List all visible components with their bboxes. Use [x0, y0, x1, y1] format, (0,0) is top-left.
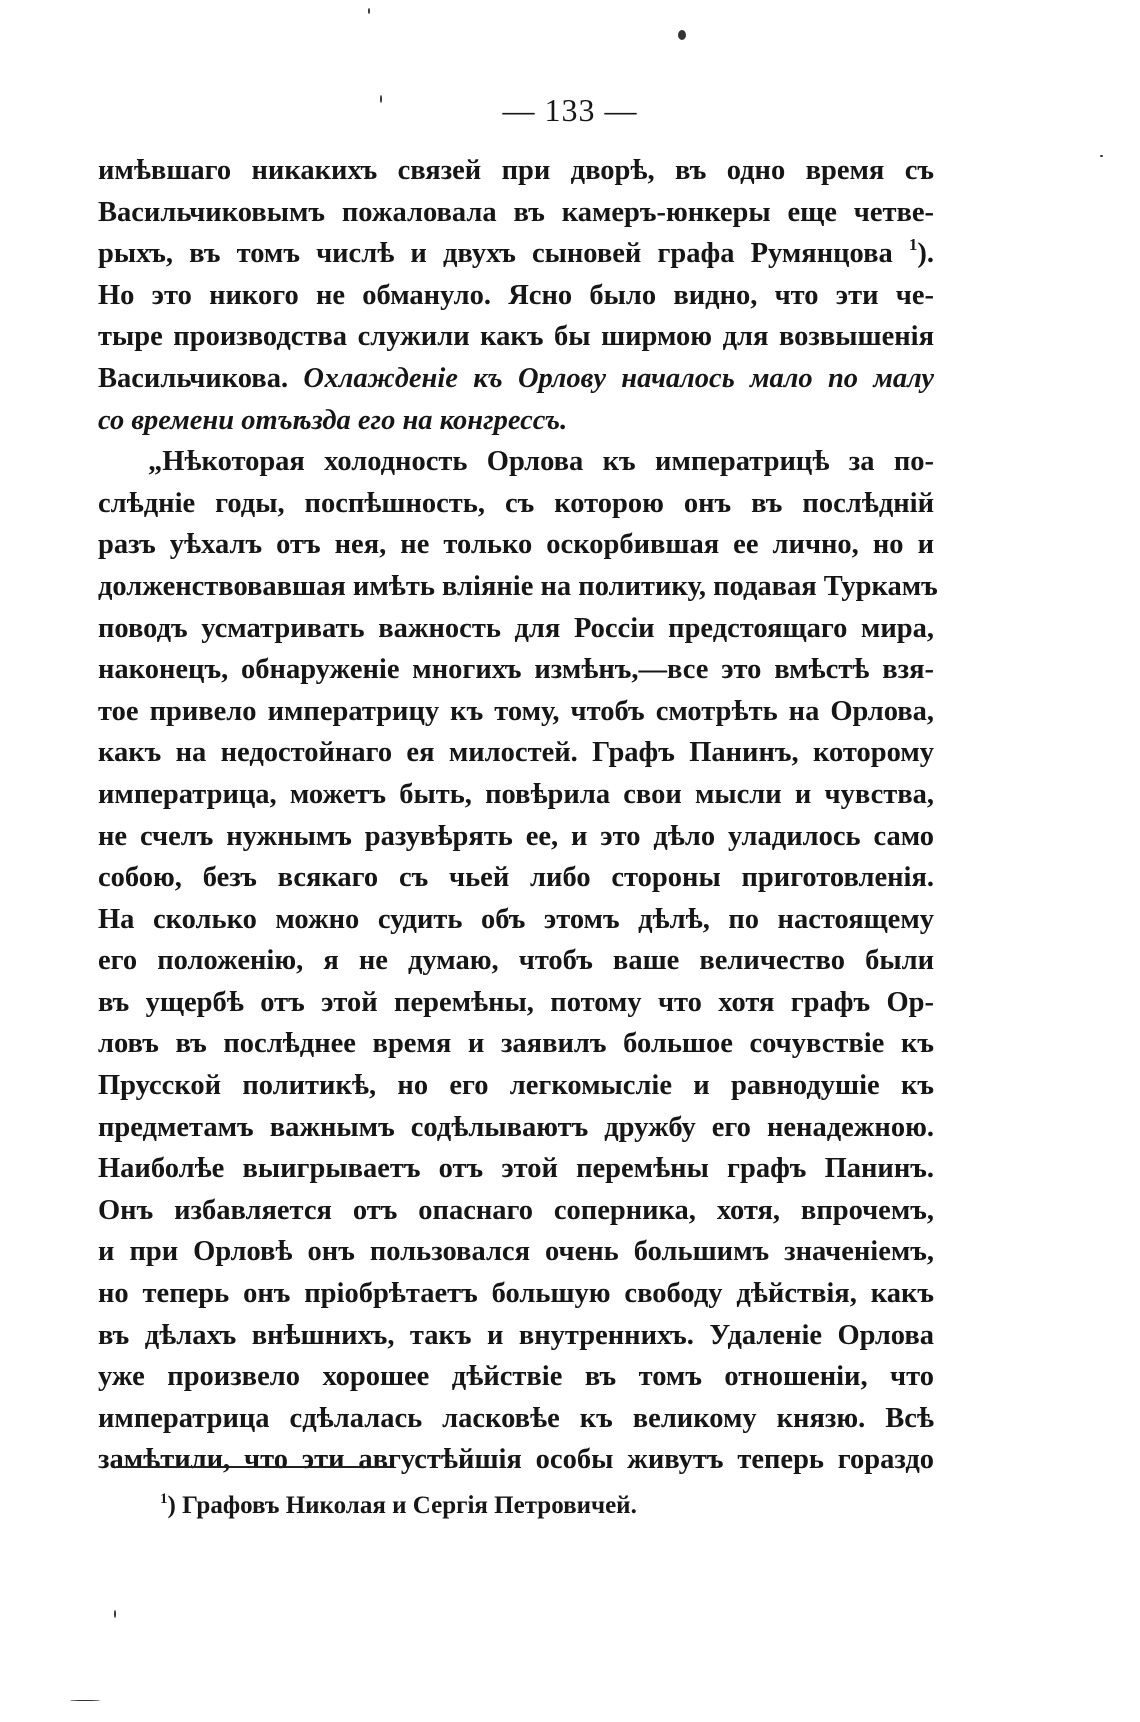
main-text [98, 150, 938, 1481]
scan-speck [380, 95, 382, 103]
text-line: собою, безъ всякаго съ чьей либо стороны приготовленія. [98, 862, 934, 894]
text-line: его положенію, я не думаю, чтобъ ваше величество были [98, 945, 934, 977]
text-line: не счелъ нужнымъ разувѣрять ее, и это дѣло уладилось само [98, 820, 934, 852]
italic-emphasis: Охлажденіе къ Орлову началось мало по малу [303, 362, 935, 394]
text-line [98, 358, 934, 400]
text-line: императрица, можетъ быть, повѣрила свои мысли и чувства, [98, 778, 934, 810]
text-line: въ ущербѣ отъ этой перемѣны, потому что хотя графъ Ор- [98, 986, 934, 1018]
footnote-divider [116, 1466, 390, 1468]
text-line: Васильчиковымъ пожаловала въ камеръ-юнкеры еще четве- [98, 196, 934, 228]
scan-speck [368, 8, 370, 14]
text-line: разъ уѣхалъ отъ нея, не только оскорбившая ее лично, но и [98, 529, 934, 561]
scan-speck [70, 1700, 100, 1701]
text-line-content: Васильчикова. [98, 362, 289, 394]
text-line: долженствовавшая имѣть вліяніе на политику, подавая Туркамъ [98, 570, 938, 602]
text-line: Наиболѣе выигрываетъ отъ этой перемѣны графъ Панинъ. [98, 1153, 934, 1185]
footnote-marker: 1 [160, 1491, 168, 1507]
text-line: На сколько можно судить объ этомъ дѣлѣ, по настоящему [98, 903, 934, 935]
scan-speck [678, 30, 686, 40]
paragraph-start-line: „Нѣкоторая холодность Орлова къ императрицѣ за по- [148, 446, 934, 478]
text-line-tail: ). [917, 238, 934, 270]
text-line [98, 233, 934, 275]
text-line: поводъ усматривать важность для Россіи предстоящаго мира, [98, 612, 934, 644]
text-line: императрица сдѣлалась ласковѣе къ великому князю. Всѣ [98, 1402, 934, 1434]
text-line: ловъ въ послѣднее время и заявилъ большое сочувствіе къ [98, 1028, 934, 1060]
text-line: Онъ избавляется отъ опаснаго соперника, хотя, впрочемъ, [98, 1194, 934, 1226]
scan-speck [114, 1610, 116, 1618]
italic-emphasis-line: со времени отъѣзда его на конгрессъ. [98, 404, 568, 436]
footnote-text: Графовъ Николая и Сергія Петровичей. [175, 1492, 637, 1519]
text-line: замѣтили, что эти августѣйшія особы живутъ теперь гораздо [98, 1444, 934, 1476]
footnote [160, 1492, 637, 1520]
text-line: Но это никого не обмануло. Ясно было видно, что эти че- [98, 279, 934, 311]
text-line: тое привело императрицу къ тому, чтобъ смотрѣть на Орлова, [98, 695, 934, 727]
text-line: имѣвшаго никакихъ связей при дворѣ, въ одно время съ [98, 155, 934, 186]
text-line: и при Орловѣ онъ пользовался очень большимъ значеніемъ, [98, 1236, 934, 1268]
text-line: тыре производства служили какъ бы ширмою для возвышенія [98, 321, 934, 353]
footnote-reference: 1 [908, 235, 918, 255]
text-line: но теперь онъ пріобрѣтаетъ большую свободу дѣйствія, какъ [98, 1278, 934, 1310]
page-number: — 133 — [502, 92, 638, 128]
text-line-content: рыхъ, въ томъ числѣ и двухъ сыновей графа Румянцова [98, 238, 893, 270]
text-line: предметамъ важнымъ содѣлываютъ дружбу его ненадежною. [98, 1111, 934, 1143]
scan-speck [1100, 155, 1103, 157]
text-line: какъ на недостойнаго ея милостей. Графъ Панинъ, которому [98, 737, 934, 769]
text-line: Прусской политикѣ, но его легкомысліе и равнодушіе къ [98, 1070, 934, 1102]
text-line: слѣдніе годы, поспѣшность, съ которою онъ въ послѣдній [98, 487, 934, 519]
footnote-paren: ) [167, 1492, 176, 1519]
text-line: наконецъ, обнаруженіе многихъ измѣнъ,—все это вмѣстѣ взя- [98, 654, 934, 686]
text-line: уже произвело хорошее дѣйствіе въ томъ отношеніи, что [98, 1361, 934, 1393]
text-line: въ дѣлахъ внѣшнихъ, такъ и внутреннихъ. Удаленіе Орлова [98, 1319, 934, 1351]
